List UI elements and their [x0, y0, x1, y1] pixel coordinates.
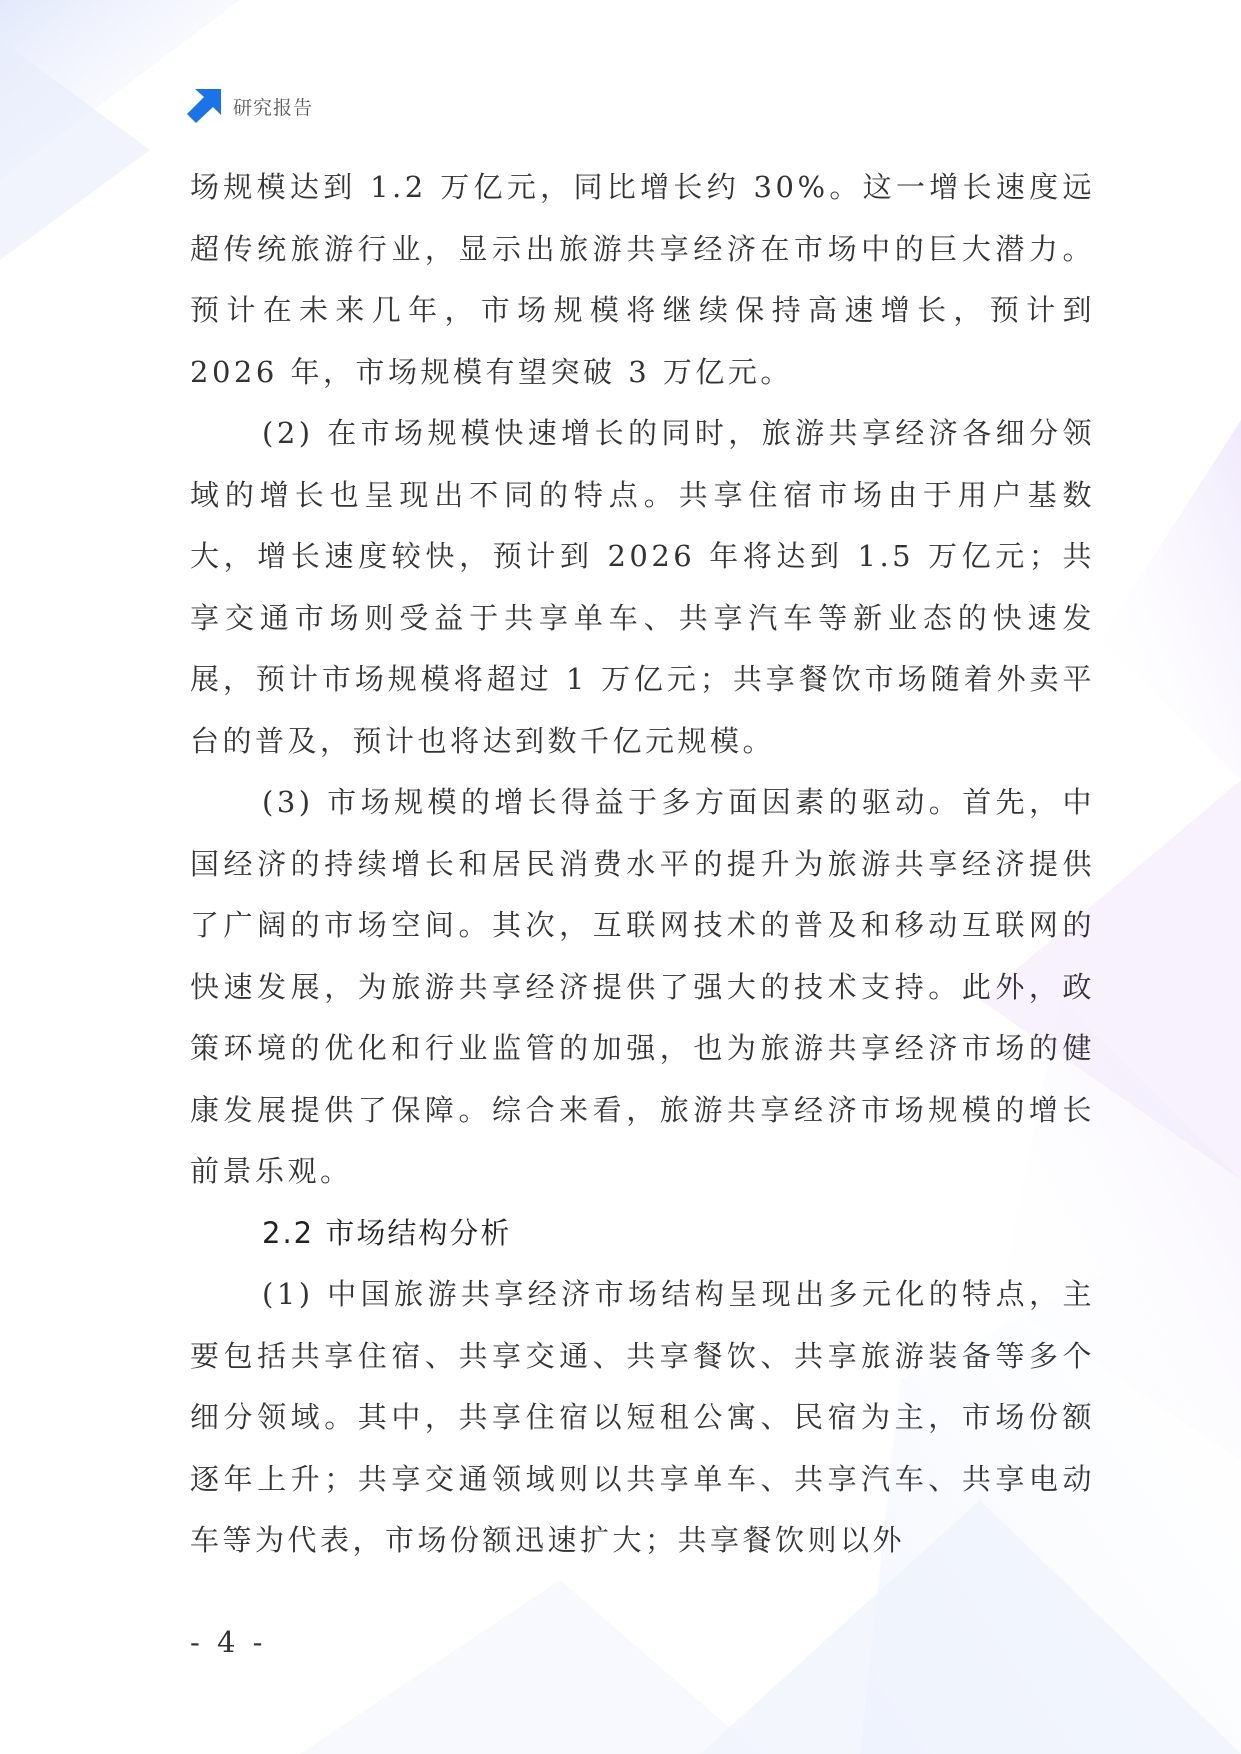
- paragraph: 场规模达到 1.2 万亿元，同比增长约 30%。这一增长速度远超传统旅游行业，显示出旅游共享经济在市场中的巨大潜力。预计在未来几年，市场规模将继续保持高速增长，预计到 2026 年，市场规模有望突破 3 万亿元。: [190, 170, 1095, 389]
- report-title: 研究报告: [233, 96, 314, 119]
- paragraph: (1) 中国旅游共享经济市场结构呈现出多元化的特点，主要包括共享住宿、共享交通、共享餐饮、共享旅游装备等多个细分领域。其中，共享住宿以短租公寓、民宿为主，市场份额逐年上升；共享交通领域则以共享单车、共享汽车、共享电动车等为代表，市场份额迅速扩大；共享餐饮则以外: [190, 1277, 1095, 1557]
- page-number: - 4 -: [190, 1625, 267, 1659]
- section-heading: 2.2 市场结构分析: [262, 1215, 512, 1250]
- document-body: [190, 157, 1095, 1572]
- paragraph: (2) 在市场规模快速增长的同时，旅游共享经济各细分领域的增长也呈现出不同的特点。共享住宿市场由于用户基数大，增长速度较快，预计到 2026 年将达到 1.5 万亿元；共享交通市场则受益于共享单车、共享汽车等新业态的快速发展，预计市场规模将超过 1 万亿元；共享餐饮市场随着外卖平台的普及，预计也将达到数千亿元规模。: [190, 416, 1095, 758]
- arrow-up-right-icon: [187, 89, 221, 123]
- report-header: [187, 88, 313, 124]
- paragraph: (3) 市场规模的增长得益于多方面因素的驱动。首先，中国经济的持续增长和居民消费水平的提升为旅游共享经济提供了广阔的市场空间。其次，互联网技术的普及和移动互联网的快速发展，为旅游共享经济提供了强大的技术支持。此外，政策环境的优化和行业监管的加强，也为旅游共享经济市场的健康发展提供了保障。综合来看，旅游共享经济市场规模的增长前景乐观。: [190, 785, 1095, 1188]
